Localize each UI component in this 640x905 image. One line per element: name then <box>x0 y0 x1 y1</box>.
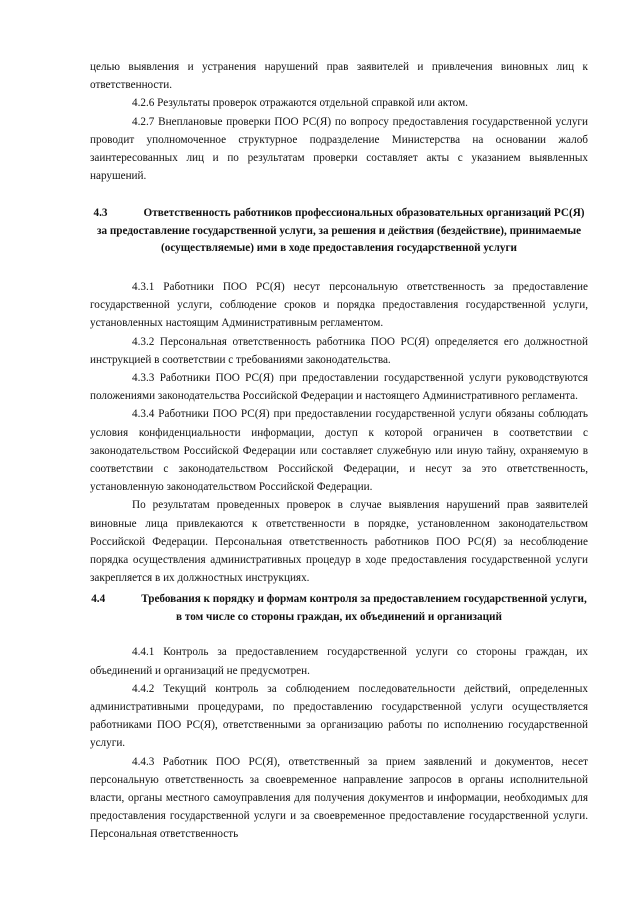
paragraph-4-4-2: 4.4.2 Текущий контроль за соблюдением последовательности действий, определенных административными процедурами, по предоставлению государственной услуги осуществляется работниками ПОО РС(Я), ответственными за организацию работы по исполнению государственной услуги. <box>90 682 588 750</box>
paragraph: целью выявления и устранения нарушений прав заявителей и привлечения виновных лиц к ответственности. <box>90 61 588 92</box>
paragraph-4-3-1: 4.3.1 Работники ПОО РС(Я) несут персональную ответственность за предоставление государственной услуги, соблюдение сроков и порядка предоставления государственной услуги, установленных настоящим Административным регламентом. <box>90 280 588 330</box>
paragraph-4-3-4: 4.3.4 Работники ПОО РС(Я) при предоставлении государственной услуги обязаны соблюдать условия конфиденциальности информации, доступ к которой ограничен в соответствии с законодательством Российской Федерации или составляет служебную или иную тайну, охраняемую в соответствии с законодательством Российской Федерации, и несут за это ответственность, установленную законодательством Российской Федерации. <box>90 408 588 494</box>
paragraph-4-2-7: 4.2.7 Внеплановые проверки ПОО РС(Я) по вопросу предоставления государственной услуги проводит уполномоченное структурное подразделение Министерства на основании жалоб заинтересованных лиц и по результатам проверки составляет акты с указанием выявленных нарушений. <box>90 115 588 183</box>
section-title: Требования к порядку и формам контроля за предоставлением государственной услуги, в том числе со стороны граждан, их объединений и организаций <box>141 593 587 623</box>
paragraph-4-4-1: 4.4.1 Контроль за предоставлением государственной услуги со стороны граждан, их объединений и организаций не предусмотрен. <box>90 646 588 677</box>
paragraph-4-3-3: 4.3.3 Работники ПОО РС(Я) при предоставлении государственной услуги руководствуются положениями законодательства Российской Федерации и настоящего Административного регламента. <box>90 371 588 403</box>
paragraph-results: По результатам проведенных проверок в случае выявления нарушений прав заявителей виновные лица привлекаются к ответственности в порядке, установленном законодательством Российской Федерации. Персональная ответственность работников ПОО РС(Я) за несоблюдение порядка осуществления административных процедур в ходе предоставления государственной услуги закрепляется в их должностных инструкциях. <box>90 499 588 585</box>
section-heading-4-4 <box>90 591 588 626</box>
section-number: 4.4 <box>91 593 106 606</box>
paragraph-4-3-2: 4.3.2 Персональная ответственность работника ПОО РС(Я) определяется его должностной инструкцией в соответствии с требованиями законодательства. <box>90 335 588 366</box>
section-title: Ответственность работников профессиональных образовательных организаций РС(Я) за предоставление государственной услуги, за решения и действия (бездействие), принимаемые (осуществляемые) ими в ходе предоставления государственной услуги <box>96 207 585 255</box>
paragraph-4-2-6: 4.2.6 Результаты проверок отражаются отдельной справкой или актом. <box>132 97 468 110</box>
paragraph-4-4-3: 4.4.3 Работник ПОО РС(Я), ответственный за прием заявлений и документов, несет персональную ответственность за своевременное направление запросов в органы исполнительной власти, органы местного самоуправления для получения документов и информации, необходимых для предоставления государственной услуги и за своевременное предоставление государственной услуги. Персональная ответственность <box>90 755 588 841</box>
section-heading-4-3 <box>90 205 588 258</box>
section-number: 4.3 <box>93 207 108 220</box>
